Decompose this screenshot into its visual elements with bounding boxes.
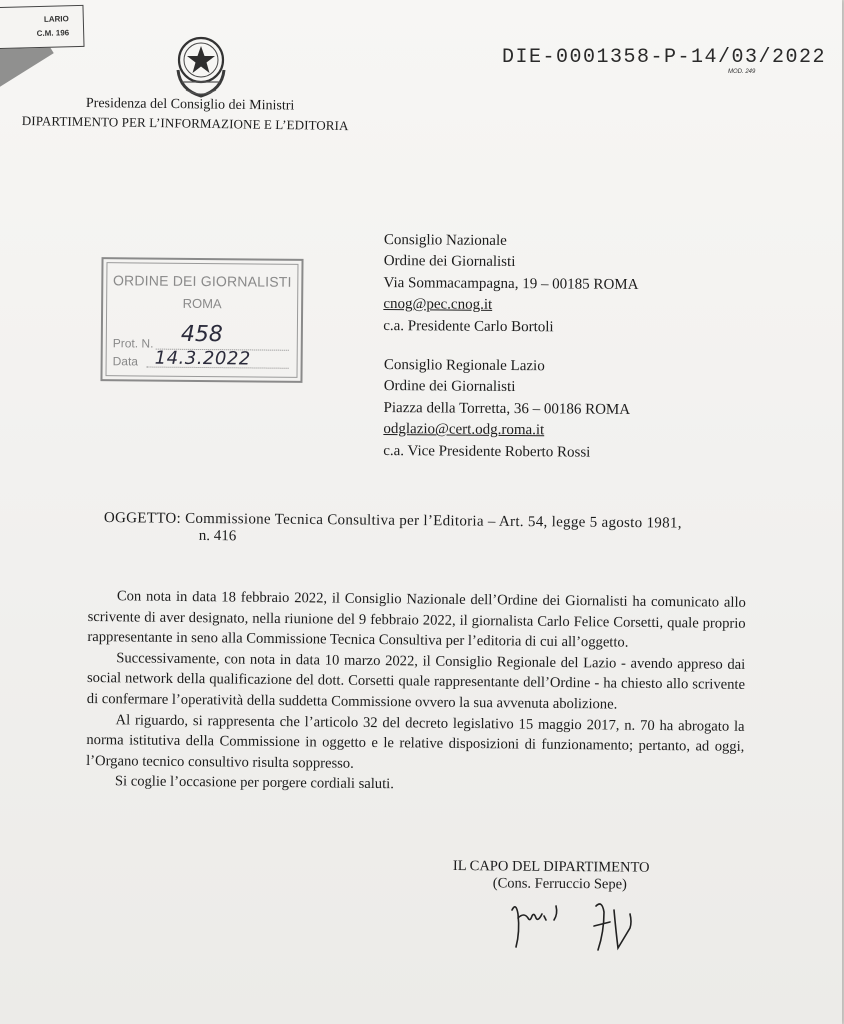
recipient-line1: Consiglio Nazionale <box>383 231 507 249</box>
subject-label: OGGETTO: <box>103 510 182 527</box>
recipient-email-link[interactable]: odglazio@cert.odg.roma.it <box>383 421 545 439</box>
italian-republic-emblem-icon <box>170 30 232 102</box>
recipient-attention: c.a. Presidente Carlo Bortoli <box>383 317 554 335</box>
recipient-email-link[interactable]: cnog@pec.cnog.it <box>383 296 493 314</box>
stamp-city: ROMA <box>182 295 222 312</box>
recipient-address: Via Sommacampagna, 19 – 00185 ROMA <box>383 274 639 293</box>
stamp-date-label: Data <box>112 354 139 369</box>
body-paragraph: Con nota in data 18 febbraio 2022, il Consiglio Nazionale dell’Ordine dei Giornalisti ha comunicato allo scrivente di aver designato, nella riunione del 9 febbraio 2022, il giornalista Carlo Felice Corsetti, quale proprio rappresentante in seno alla Commissione Tecnica Consultiva per l’editoria di cui all’oggetto. <box>87 588 746 651</box>
stamp-date-value: 14.3.2022 <box>154 347 251 370</box>
body-paragraph: Si coglie l’occasione per porgere cordiali saluti. <box>114 773 394 793</box>
corner-stamp-line1: LARIO <box>43 14 69 24</box>
protocol-stamp <box>100 257 303 383</box>
corner-stamp <box>0 5 85 49</box>
signer-name: (Cons. Ferruccio Sepe) <box>492 875 627 893</box>
department-title: DIPARTIMENTO PER L’INFORMAZIONE E L’EDITORIA <box>21 113 349 134</box>
body-paragraph: Successivamente, con nota in data 10 marzo 2022, il Consiglio Regionale del Lazio - avendo appreso dai social network della qualificazione del dott. Corsetti quale rappresentante dell’Ordine - ha chiesto allo scrivente di confermare l’operatività della suddetta Commissione ovvero la sua avvenuta abolizione. <box>86 650 746 713</box>
subject-text: Commissione Tecnica Consultiva per l’Editoria – Art. 54, legge 5 agosto 1981, <box>185 510 682 532</box>
subject-block <box>104 510 764 550</box>
recipient-block <box>383 355 630 464</box>
signer-title: IL CAPO DEL DIPARTIMENTO <box>452 858 650 876</box>
letter-body <box>86 586 746 799</box>
corner-stamp-line2: C.M. 196 <box>36 28 70 39</box>
protocol-number: DIE-0001358-P-14/03/2022 <box>502 46 827 69</box>
body-paragraph: Al riguardo, si rappresenta che l’articolo 32 del decreto legislativo 15 maggio 2017, n. 70 ha abrogato la norma istitutiva della Commissione in oggetto e le relative disposizioni di funzionamento; pertanto, ad oggi, l’Organo tecnico consultivo risulta soppresso. <box>86 711 745 772</box>
stamp-prot-label: Prot. N. <box>112 336 154 351</box>
stamp-org: ORDINE DEI GIORNALISTI <box>112 272 292 290</box>
signature-block <box>453 858 650 894</box>
handwritten-signature <box>498 892 658 962</box>
recipient-line1: Consiglio Regionale Lazio <box>383 356 545 375</box>
form-model-code: MOD. 249 <box>728 69 756 75</box>
recipient-line2: Ordine dei Giornalisti <box>383 253 516 271</box>
recipient-block <box>383 230 639 339</box>
subject-text-cont: n. 416 <box>198 527 237 545</box>
stamp-prot-value: 458 <box>180 321 223 348</box>
recipient-address: Piazza della Torretta, 36 – 00186 ROMA <box>383 399 631 418</box>
recipient-line2: Ordine dei Giornalisti <box>383 378 516 396</box>
recipient-attention: c.a. Vice Presidente Roberto Rossi <box>383 442 591 461</box>
presidency-title: Presidenza del Consiglio dei Ministri <box>85 96 295 114</box>
